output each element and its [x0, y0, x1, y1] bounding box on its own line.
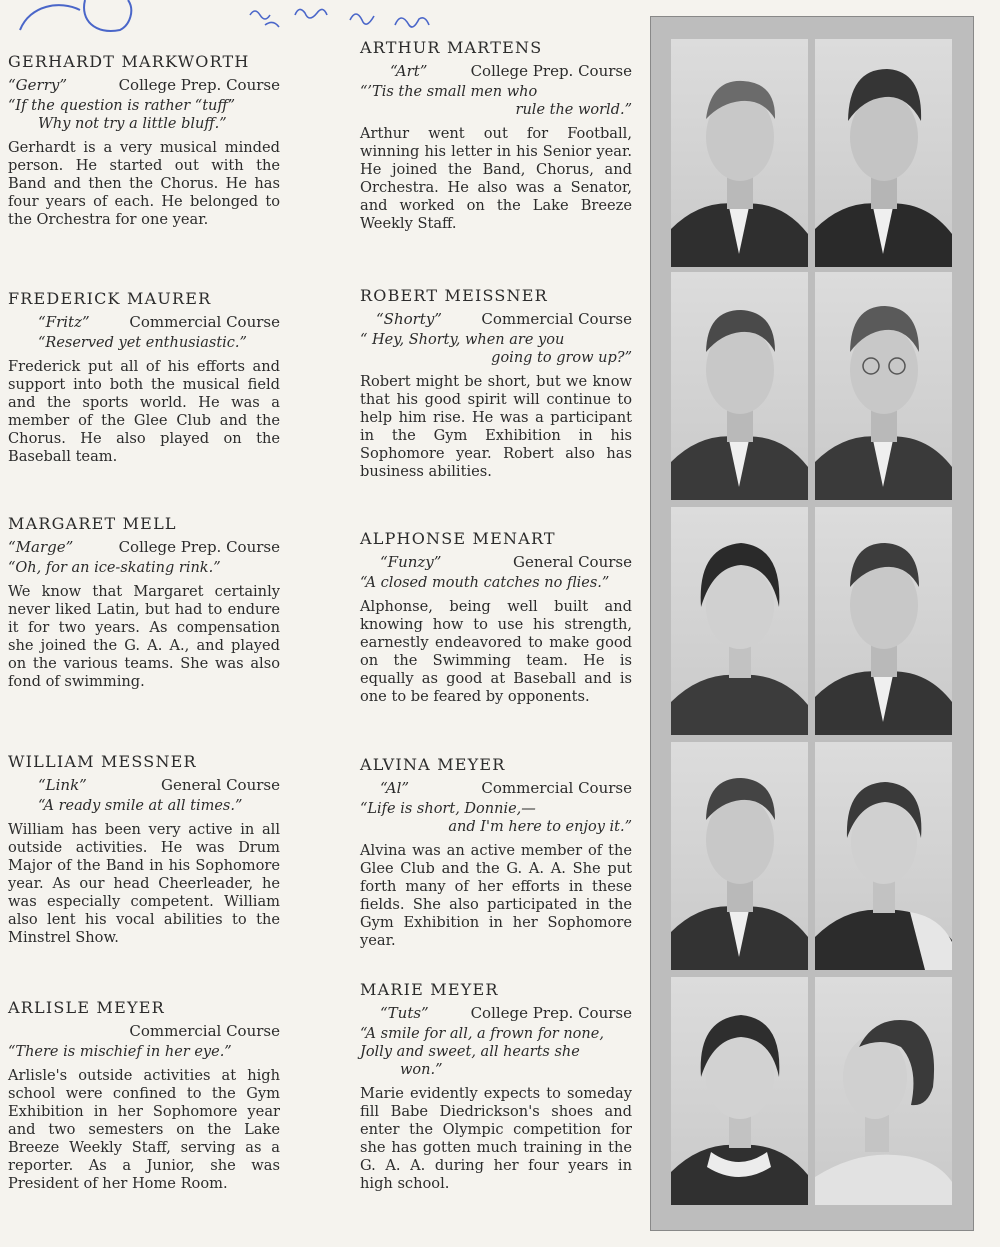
course: College Prep. Course: [470, 62, 632, 80]
course: Commercial Course: [481, 779, 632, 797]
nickname: “Link”: [38, 776, 87, 794]
course: General Course: [513, 553, 632, 571]
nickname: “Tuts”: [380, 1004, 429, 1022]
biography: Robert might be short, but we know that his good spirit will continue to help him rise. He was a participant in the Gym Exhibition in his Sophomore year. Robert also has business abilities.: [360, 373, 632, 480]
course: College Prep. Course: [470, 1004, 632, 1022]
entry-arthur-martens: [360, 38, 632, 233]
student-name: GERHARDT MARKWORTH: [8, 52, 250, 71]
biography: William has been very active in all outside activities. He was Drum Major of the Band in his Sophomore year. As our head Cheerleader, he was especially competent. William also lent his vocal abilities to the Minstrel Show.: [8, 821, 280, 946]
biography: Gerhardt is a very musical minded person. He started out with the Band and then the Chorus. He has four years of each. He belonged to the Orchestra for one year.: [8, 139, 280, 228]
portrait-photo: [671, 742, 808, 970]
quote: “’Tis the small men who rule the world.”: [360, 84, 632, 118]
quote: “A closed mouth catches no flies.”: [360, 575, 610, 591]
biography: We know that Margaret certainly never liked Latin, but had to endure it for two years. As compensation she joined the G. A. A., and played on the various teams. She was also fond of swimming.: [8, 583, 280, 690]
student-name: ARLISLE MEYER: [8, 998, 165, 1017]
student-name: ROBERT MEISSNER: [360, 286, 548, 305]
nickname: “Marge”: [8, 538, 74, 556]
nickname: “Al”: [380, 779, 410, 797]
student-name: MARIE MEYER: [360, 980, 499, 999]
entry-alvina-meyer: [360, 755, 632, 950]
quote: “Reserved yet enthusiastic.”: [38, 335, 247, 351]
entry-frederick-maurer: [8, 289, 280, 466]
course: General Course: [161, 776, 280, 794]
student-name: ALPHONSE MENART: [360, 529, 556, 548]
quote: “Life is short, Donnie,— and I'm here to enjoy it.”: [360, 801, 632, 835]
biography: Alvina was an active member of the Glee Club and the G. A. A. She put forth many of her efforts in these fields. She also participated in the Gym Exhibition in her Sophomore year.: [360, 842, 632, 949]
portrait-photo: [815, 272, 952, 500]
portrait-photo: [815, 39, 952, 267]
entry-gerhardt-markworth: [8, 52, 280, 229]
student-name: FREDERICK MAURER: [8, 289, 212, 308]
nickname: “Funzy”: [380, 553, 442, 571]
biography: Arthur went out for Football, winning his letter in his Senior year. He joined the Band, Chorus, and Orchestra. He also was a Senator, and worked on the Lake Breeze Weekly Staff.: [360, 125, 632, 232]
biography: Marie evidently expects to someday fill Babe Diedrickson's shoes and enter the Olympic competition for she has gotten much training in the G. A. A. during her four years in high school.: [360, 1085, 632, 1192]
nickname: “Art”: [390, 62, 428, 80]
entry-margaret-mell: [8, 514, 280, 691]
portrait-photo: [815, 507, 952, 735]
portrait-photo: [671, 39, 808, 267]
course: Commercial Course: [481, 310, 632, 328]
course: Commercial Course: [129, 1022, 280, 1040]
student-name: ARTHUR MARTENS: [360, 38, 543, 57]
entry-marie-meyer: [360, 980, 632, 1193]
quote: “ Hey, Shorty, when are you going to grow up?”: [360, 332, 632, 366]
quote: “A ready smile at all times.”: [38, 798, 243, 814]
portrait-photo: [671, 977, 808, 1205]
entry-arlisle-meyer: [8, 998, 280, 1193]
biography: Frederick put all of his efforts and support into both the musical field and the sports world. He was a member of the Glee Club and the Chorus. He also played on the Baseball team.: [8, 358, 280, 465]
quote: “A smile for all, a frown for none, Jolly and sweet, all hearts she won.”: [360, 1026, 604, 1078]
student-name: MARGARET MELL: [8, 514, 177, 533]
nickname: “Gerry”: [8, 76, 68, 94]
quote: “There is mischief in her eye.”: [8, 1044, 232, 1060]
biography: Arlisle's outside activities at high school were confined to the Gym Exhibition in her Sophomore year and two semesters on the Lake Breeze Weekly Staff, serving as a reporter. As a Junior, she was President of her Home Room.: [8, 1067, 280, 1192]
portrait-photo: [671, 272, 808, 500]
nickname: “Fritz”: [38, 313, 90, 331]
student-name: ALVINA MEYER: [360, 755, 506, 774]
quote: “If the question is rather “tuff” Why not try a little bluff.”: [8, 98, 236, 132]
nickname: “Shorty”: [376, 310, 442, 328]
entry-alphonse-menart: [360, 529, 632, 706]
course: College Prep. Course: [118, 538, 280, 556]
biography: Alphonse, being well built and knowing how to use his strength, earnestly endeavored to make good on the Swimming team. He is equally as good at Baseball and is one to be feared by opponents.: [360, 598, 632, 705]
portrait-photo: [815, 742, 952, 970]
portrait-photo: [815, 977, 952, 1205]
course: College Prep. Course: [118, 76, 280, 94]
portrait-strip: [650, 16, 974, 1231]
entry-robert-meissner: [360, 286, 632, 481]
student-name: WILLIAM MESSNER: [8, 752, 197, 771]
course: Commercial Course: [129, 313, 280, 331]
quote: “Oh, for an ice-skating rink.”: [8, 560, 221, 576]
portrait-photo: [671, 507, 808, 735]
entry-william-messner: [8, 752, 280, 947]
